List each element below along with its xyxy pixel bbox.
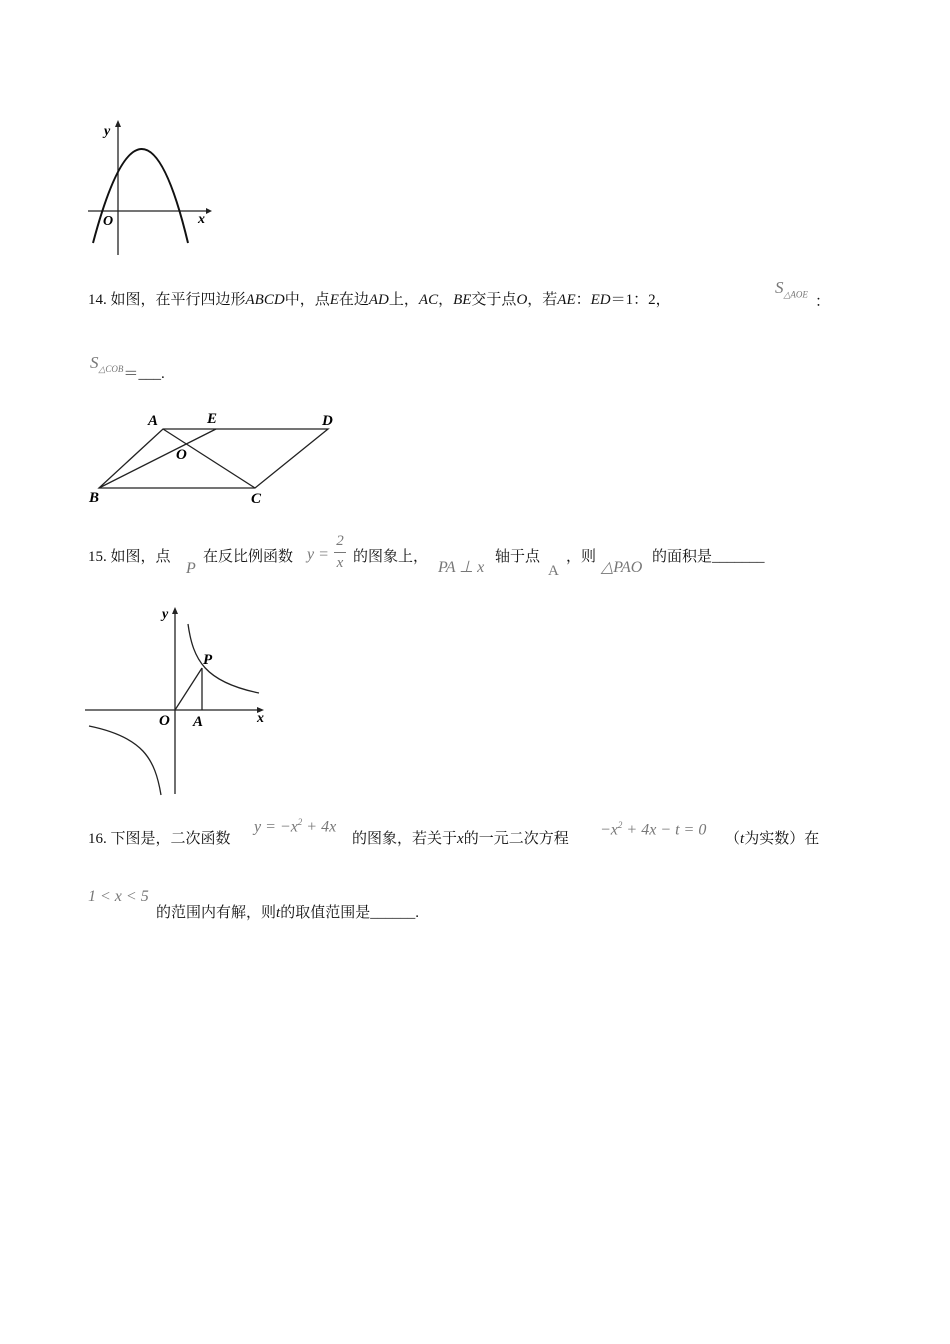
parallelogram-figure: [85, 405, 345, 510]
equation-part: + 4x − t = 0: [626, 821, 707, 839]
text: 中，点: [284, 292, 330, 308]
label-d: D: [322, 413, 333, 429]
fraction-2-over-x: [334, 533, 346, 572]
question-15-text-6: 的面积是_______: [652, 549, 765, 565]
y-axis-arrow: [115, 120, 121, 127]
equals-sign: ＝: [123, 366, 139, 382]
question-15-text-3: 的图象上，: [353, 549, 429, 565]
ratio-colon: ：: [815, 294, 831, 310]
var-ad: AD: [368, 292, 389, 308]
y-axis-label: y: [162, 607, 169, 622]
function-part: + 4x: [306, 818, 337, 836]
text: ，若: [527, 292, 558, 308]
var-ae: AE: [557, 292, 576, 308]
hyperbola-branch-first-quadrant: [188, 624, 259, 693]
var-ac: AC: [418, 292, 439, 308]
origin-label: O: [103, 214, 114, 229]
text: 的图象，若关于: [352, 831, 458, 847]
text: ，: [438, 292, 454, 308]
exponent: 2: [617, 820, 623, 830]
text: 的取值范围是______.: [280, 905, 419, 921]
question-14-line-1: [88, 290, 671, 310]
area-subscript: △AOE: [783, 289, 808, 300]
quadratic-equation: [600, 820, 706, 839]
question-15-text-4: 轴于点: [495, 549, 541, 565]
parabola-figure: [80, 115, 220, 260]
label-a: A: [193, 714, 204, 730]
var-x: x: [457, 831, 464, 847]
question-16-text-4: [156, 903, 419, 923]
area-symbol: S: [90, 353, 99, 372]
fraction-numerator: 2: [336, 533, 344, 549]
pa-perp-x: PA ⊥ x: [438, 559, 485, 576]
text: 在边: [338, 292, 369, 308]
var-t: t: [740, 831, 745, 847]
range-inequality: 1 < x < 5: [88, 888, 149, 905]
text: 上，: [388, 292, 419, 308]
exponent: 2: [297, 817, 303, 827]
answer-blank: ___: [138, 366, 161, 382]
label-a: A: [148, 413, 159, 429]
var-o: O: [516, 292, 528, 308]
triangle-pao: △PAO: [601, 559, 643, 576]
parallelogram-abcd: [99, 429, 328, 488]
text: 下图是，二次函数: [110, 831, 231, 847]
segment-be: [99, 429, 216, 488]
text: ＝1：2，: [610, 292, 671, 308]
label-e: E: [207, 411, 218, 427]
label-p: P: [203, 652, 213, 668]
hyperbola-figure: [85, 600, 275, 800]
label-c: C: [251, 491, 262, 507]
question-16-text-2: [352, 829, 569, 849]
area-subscript: △COB: [98, 364, 124, 374]
x-axis-label: x: [257, 711, 264, 726]
text: 如图，点: [110, 549, 171, 565]
text: 交于点: [471, 292, 517, 308]
var-p: P: [186, 560, 196, 577]
area-symbol: S: [775, 278, 784, 297]
function-part: y = −x: [254, 818, 298, 836]
question-16-text-3: [725, 829, 819, 849]
text: 的一元二次方程: [463, 831, 569, 847]
var-a: A: [548, 563, 559, 579]
y-axis-arrow: [172, 607, 178, 614]
area-aoe-expression: [775, 278, 808, 300]
y-axis-label: y: [104, 124, 111, 139]
function-y-eq: [254, 817, 336, 836]
text: 如图，在平行四边形: [110, 292, 246, 308]
question-16-text-1: [88, 829, 231, 849]
var-be: BE: [453, 292, 472, 308]
x-axis-label: x: [198, 212, 205, 227]
question-15-text-1: [88, 547, 171, 567]
question-15-text-2: 在反比例函数: [203, 549, 294, 565]
label-b: B: [89, 490, 100, 506]
hyperbola-branch-third-quadrant: [89, 726, 161, 795]
question-number: 16.: [88, 831, 107, 847]
fraction-denominator: x: [336, 555, 344, 571]
label-o: O: [176, 447, 187, 463]
label-o: O: [159, 713, 170, 729]
question-number: 15.: [88, 549, 107, 565]
equation-part: −x: [600, 821, 618, 839]
question-15-text-5: ，则: [566, 549, 597, 565]
var-t: t: [276, 905, 281, 921]
question-14-line-2: [90, 352, 165, 382]
text: （: [725, 831, 741, 847]
text: 的范围内有解，则: [156, 905, 277, 921]
segment-op: [175, 668, 202, 710]
var-e: E: [329, 292, 339, 308]
period: .: [160, 366, 165, 382]
equation-lhs: y =: [307, 546, 329, 563]
text: ：: [575, 292, 591, 308]
text: 为实数）在: [744, 831, 820, 847]
fraction-bar: [334, 552, 346, 553]
question-number: 14.: [88, 292, 107, 308]
x-axis-arrow: [206, 208, 212, 214]
var-abcd: ABCD: [245, 292, 285, 308]
var-ed: ED: [590, 292, 611, 308]
